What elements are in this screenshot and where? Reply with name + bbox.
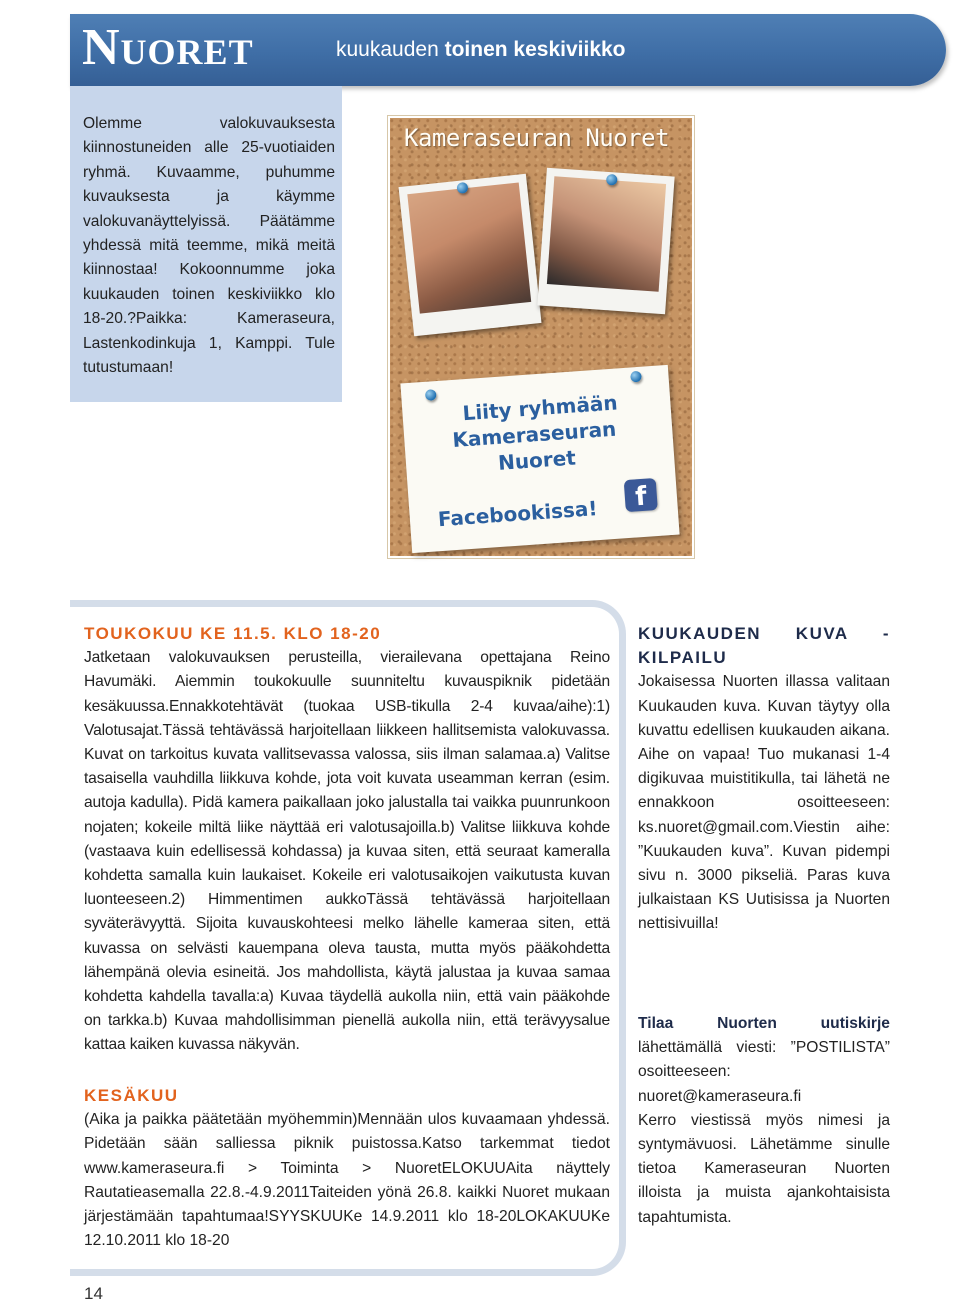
poster-line-4: Facebookissa!: [437, 496, 599, 532]
pin-icon: [425, 389, 437, 401]
poster-line-1: Liity ryhmään: [461, 390, 619, 426]
section-title: Nuoret: [82, 19, 254, 76]
poster-photo-right: [537, 168, 674, 315]
subtitle-normal: kuukauden: [336, 38, 445, 61]
poster-title: Kameraseuran Nuoret: [404, 124, 670, 152]
heading-may: TOUKOKUU KE 11.5. KLO 18-20: [84, 624, 382, 643]
page-number: 14: [84, 1284, 103, 1303]
competition-heading: KUUKAUDEN KUVA -KILPAILU: [638, 624, 890, 668]
competition-body: Jokaisessa Nuorten illassa valitaan Kuukauden kuva. Kuvan täytyy olla kuvattu edellisen kuukauden aikana. Aihe on vapaa! Tuo mukanasi 1-4 digikuvaa muistitikulla, tai lähetä ne ennakkoon osoitteeseen: ks.nuoret@gmail.com.Viestin aihe: ”Kuukauden kuva”. Kuvan pidempi sivu n. 3000 pikseliä. Paras kuva julkaistaan KS Uutisissa ja Nuorten nettisivuilla!: [638, 673, 890, 933]
poster-image: [388, 116, 694, 558]
photo-left-image: [407, 183, 531, 314]
article-section-june: [84, 1084, 610, 1253]
photo-right-image: [547, 176, 666, 292]
poster-line-2: Kameraseuran: [451, 416, 617, 453]
heading-june: KESÄKUU: [84, 1086, 179, 1105]
newsletter-body: lähettämällä viesti: ”POSTILISTA” osoitteeseen: nuoret@kameraseura.fi: [638, 1039, 890, 1105]
sidebar-newsletter: [638, 1012, 890, 1230]
intro-text: Olemme valokuvauksesta kiinnostuneiden alle 25-vuotiaiden ryhmä. Kuvaamme, puhumme kuvauksesta ja käymme valokuvanäyttelyissä. Päätämme yhdessä mitä teemme, mikä meitä kiinnostaa! Kokoonnumme joka kuukauden toinen keskiviikko klo 18-20.?Paikka: Kameraseura, Lastenkodinkuja 1, Kamppi. Tule tutustumaan!: [83, 115, 335, 377]
pin-icon: [630, 371, 642, 383]
article-body-may: Jatketaan valokuvauksen perusteilla, vierailevana opettajana Reino Havumäki. Aiemmin toukokuulle suunniteltu kuvauspiknik pidetään kesäkuussa.Ennakkotehtävät (tuokaa USB-tikulla 2-4 kuvaa/aihe):1) Valotusajat.Tässä tehtävässä harjoitellaan liikkeen hallitsemista valokuvassa. Kuvat on tarkoitus kuvata vallitsevassa valossa, siis ilman salamaa.a) Valitse tasaisella vauhdilla liikkuva kohde, jota voit kuvata useamman kerran (esim. autoja kadulla). Pidä kamera paikallaan joko jalustalla tai vaikka puunrunkoon nojaten; kokeile miltä liike näyttää eri valotusajoilla.b) Valitse liikkuva kohde (vastaava kuin edellisessä kohdassa) ja kuvaa siten, että seuraat kameralla kohdetta samalla kuin laukaiset. Kokeile eri valotusaikojen vaikutusta kuvan luonteeseen.2) Himmentimen aukkoTässä tehtävässä harjoitellaan syväterävyyttä. Sijoita kuvauskohteesi melko lähelle kameraa siten, että kuvassa on selvästi kauempana oleva tausta, mutta myös pääkohdetta lähempänä olevia esineitä. Jos mahdollista, käytä jalustaa ja kuvaa samaa kohdetta kahdella tavalla:a) Kuvaa täydellä aukolla niin, että vain pääkohde on tarkka.b) Kuvaa mahdollisimman pienellä aukolla niin, että terävyysalue kattaa kaiken kuvassa näkyvän.: [84, 649, 610, 1054]
facebook-icon: f: [624, 478, 658, 512]
article-body-june: (Aika ja paikka päätetään myöhemmin)Mennään ulos kuvaamaan yhdessä. Pidetään sään salliessa piknik puistossa.Katso tarkemmat tiedot www.kameraseura.fi > Toiminta > NuoretELOKUUAita näyttely Rautatieasemalla 22.8.-4.9.2011Taiteiden yönä 26.8. kaikki Nuoret mukaan järjestämään tapahtumaa!SYYSKUUKe 14.9.2011 klo 18-20LOKAKUUKe 12.10.2011 klo 18-20: [84, 1111, 610, 1250]
article-section-may: [84, 622, 610, 1058]
newsletter-strong: Tilaa Nuorten uutiskirje: [638, 1015, 890, 1032]
subtitle-bold: toinen keskiviikko: [444, 38, 626, 61]
poster-note: [400, 365, 679, 553]
poster-photo-left: [399, 174, 542, 337]
section-header: [70, 14, 946, 86]
sidebar-competition: [638, 622, 890, 937]
intro-box: [70, 86, 342, 402]
section-subtitle: [336, 38, 626, 62]
poster-line-3: Nuoret: [497, 445, 577, 475]
newsletter-body-2: Kerro viestissä myös nimesi ja syntymävuosi. Lähetämme sinulle tietoa Kameraseuran Nuorten illoista ja muista ajankohtaisista tapahtumista.: [638, 1111, 890, 1226]
newsletter-text: [638, 1012, 890, 1109]
